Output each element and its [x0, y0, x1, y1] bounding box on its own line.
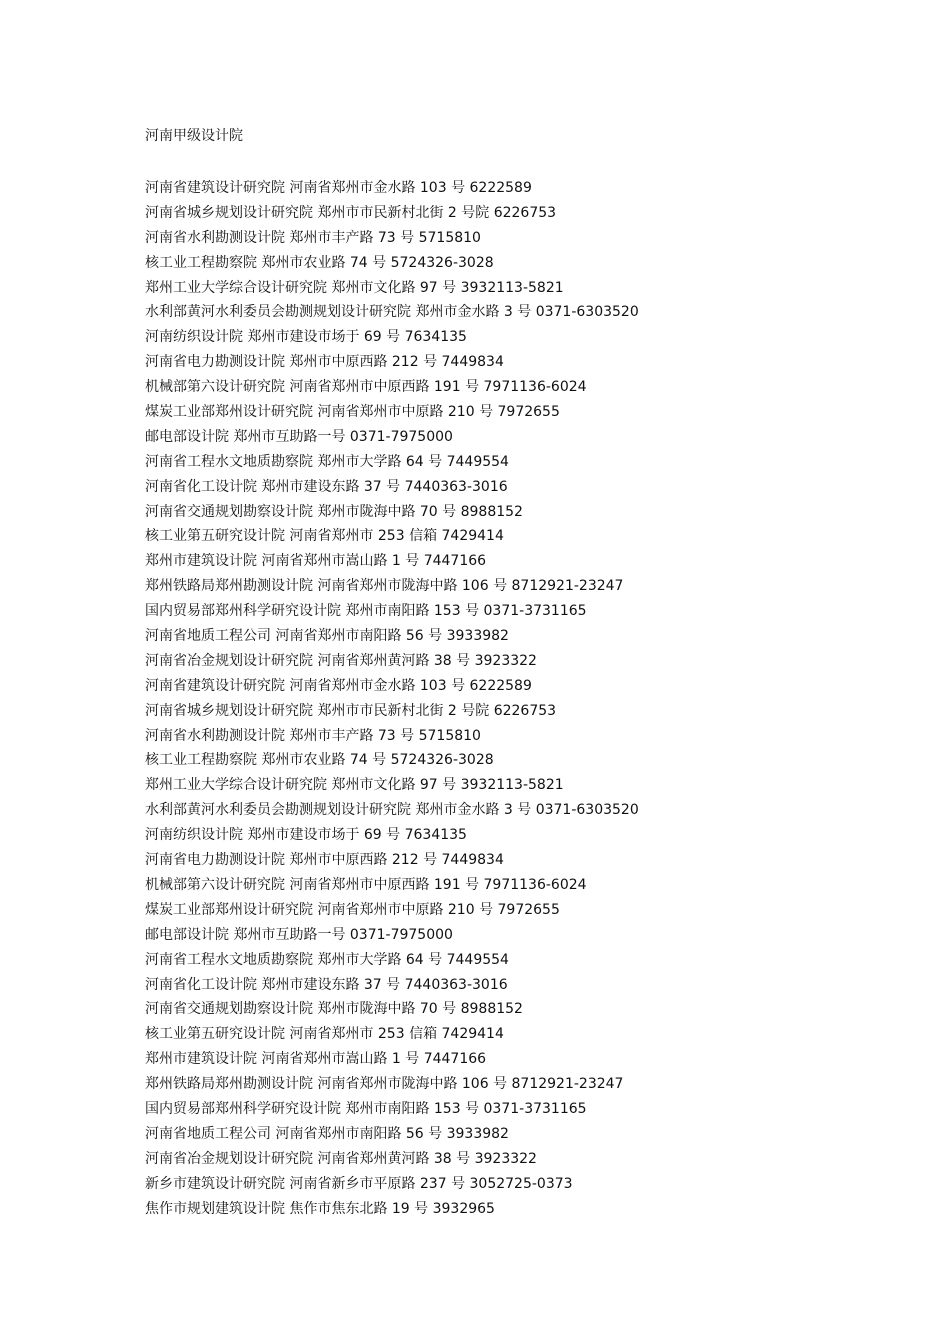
list-item: 河南省化工设计院 郑州市建设东路 37 号 7440363-3016	[145, 976, 508, 993]
list-item: 河南省城乡规划设计研究院 郑州市市民新村北街 2 号院 6226753	[145, 702, 557, 719]
list-item: 邮电部设计院 郑州市互助路一号 0371-7975000	[145, 428, 453, 445]
list-item: 煤炭工业部郑州设计研究院 河南省郑州市中原路 210 号 7972655	[145, 901, 560, 918]
list-item: 郑州市建筑设计院 河南省郑州市嵩山路 1 号 7447166	[145, 1051, 487, 1068]
list-item: 郑州铁路局郑州勘测设计院 河南省郑州市陇海中路 106 号 8712921-23247	[145, 578, 624, 595]
list-item: 机械部第六设计研究院 河南省郑州市中原西路 191 号 7971136-6024	[145, 876, 587, 893]
list-item: 核工业工程勘察院 郑州市农业路 74 号 5724326-3028	[145, 254, 494, 271]
list-item: 国内贸易部郑州科学研究设计院 郑州市南阳路 153 号 0371-3731165	[145, 1100, 587, 1117]
list-item: 河南省冶金规划设计研究院 河南省郑州黄河路 38 号 3923322	[145, 1150, 537, 1167]
list-item: 郑州市建筑设计院 河南省郑州市嵩山路 1 号 7447166	[145, 553, 487, 570]
list-item: 河南省城乡规划设计研究院 郑州市市民新村北街 2 号院 6226753	[145, 204, 557, 221]
list-item: 河南省交通规划勘察设计院 郑州市陇海中路 70 号 8988152	[145, 1001, 523, 1018]
list-item: 河南省地质工程公司 河南省郑州市南阳路 56 号 3933982	[145, 628, 509, 645]
list-item: 河南省水利勘测设计院 郑州市丰产路 73 号 5715810	[145, 727, 481, 744]
design-institute-list	[145, 176, 639, 1221]
list-item: 河南省建筑设计研究院 河南省郑州市金水路 103 号 6222589	[145, 677, 532, 694]
list-item: 河南省工程水文地质勘察院 郑州市大学路 64 号 7449554	[145, 453, 509, 470]
list-item: 核工业第五研究设计院 河南省郑州市 253 信箱 7429414	[145, 1026, 504, 1043]
list-item: 焦作市规划建筑设计院 焦作市焦东北路 19 号 3932965	[145, 1200, 495, 1217]
list-item: 国内贸易部郑州科学研究设计院 郑州市南阳路 153 号 0371-3731165	[145, 603, 587, 620]
list-item: 郑州工业大学综合设计研究院 郑州市文化路 97 号 3932113-5821	[145, 777, 564, 794]
list-item: 水利部黄河水利委员会勘测规划设计研究院 郑州市金水路 3 号 0371-6303520	[145, 304, 639, 321]
list-item: 河南省化工设计院 郑州市建设东路 37 号 7440363-3016	[145, 478, 508, 495]
list-item: 河南省水利勘测设计院 郑州市丰产路 73 号 5715810	[145, 229, 481, 246]
list-item: 郑州铁路局郑州勘测设计院 河南省郑州市陇海中路 106 号 8712921-23247	[145, 1076, 624, 1093]
list-item: 河南省交通规划勘察设计院 郑州市陇海中路 70 号 8988152	[145, 503, 523, 520]
list-item: 水利部黄河水利委员会勘测规划设计研究院 郑州市金水路 3 号 0371-6303520	[145, 802, 639, 819]
document-title: 河南甲级设计院	[145, 128, 243, 144]
list-item: 核工业工程勘察院 郑州市农业路 74 号 5724326-3028	[145, 752, 494, 769]
list-item: 郑州工业大学综合设计研究院 郑州市文化路 97 号 3932113-5821	[145, 279, 564, 296]
list-item: 河南省电力勘测设计院 郑州市中原西路 212 号 7449834	[145, 852, 504, 869]
list-item: 河南纺织设计院 郑州市建设市场于 69 号 7634135	[145, 329, 467, 346]
list-item: 新乡市建筑设计研究院 河南省新乡市平原路 237 号 3052725-0373	[145, 1175, 573, 1192]
list-item: 邮电部设计院 郑州市互助路一号 0371-7975000	[145, 926, 453, 943]
list-item: 核工业第五研究设计院 河南省郑州市 253 信箱 7429414	[145, 528, 504, 545]
list-item: 河南省建筑设计研究院 河南省郑州市金水路 103 号 6222589	[145, 180, 532, 196]
list-item: 煤炭工业部郑州设计研究院 河南省郑州市中原路 210 号 7972655	[145, 404, 560, 421]
list-item: 河南纺织设计院 郑州市建设市场于 69 号 7634135	[145, 827, 467, 844]
list-item: 河南省电力勘测设计院 郑州市中原西路 212 号 7449834	[145, 354, 504, 371]
list-item: 河南省冶金规划设计研究院 河南省郑州黄河路 38 号 3923322	[145, 652, 537, 669]
list-item: 机械部第六设计研究院 河南省郑州市中原西路 191 号 7971136-6024	[145, 379, 587, 396]
list-item: 河南省地质工程公司 河南省郑州市南阳路 56 号 3933982	[145, 1125, 509, 1142]
list-item: 河南省工程水文地质勘察院 郑州市大学路 64 号 7449554	[145, 951, 509, 968]
